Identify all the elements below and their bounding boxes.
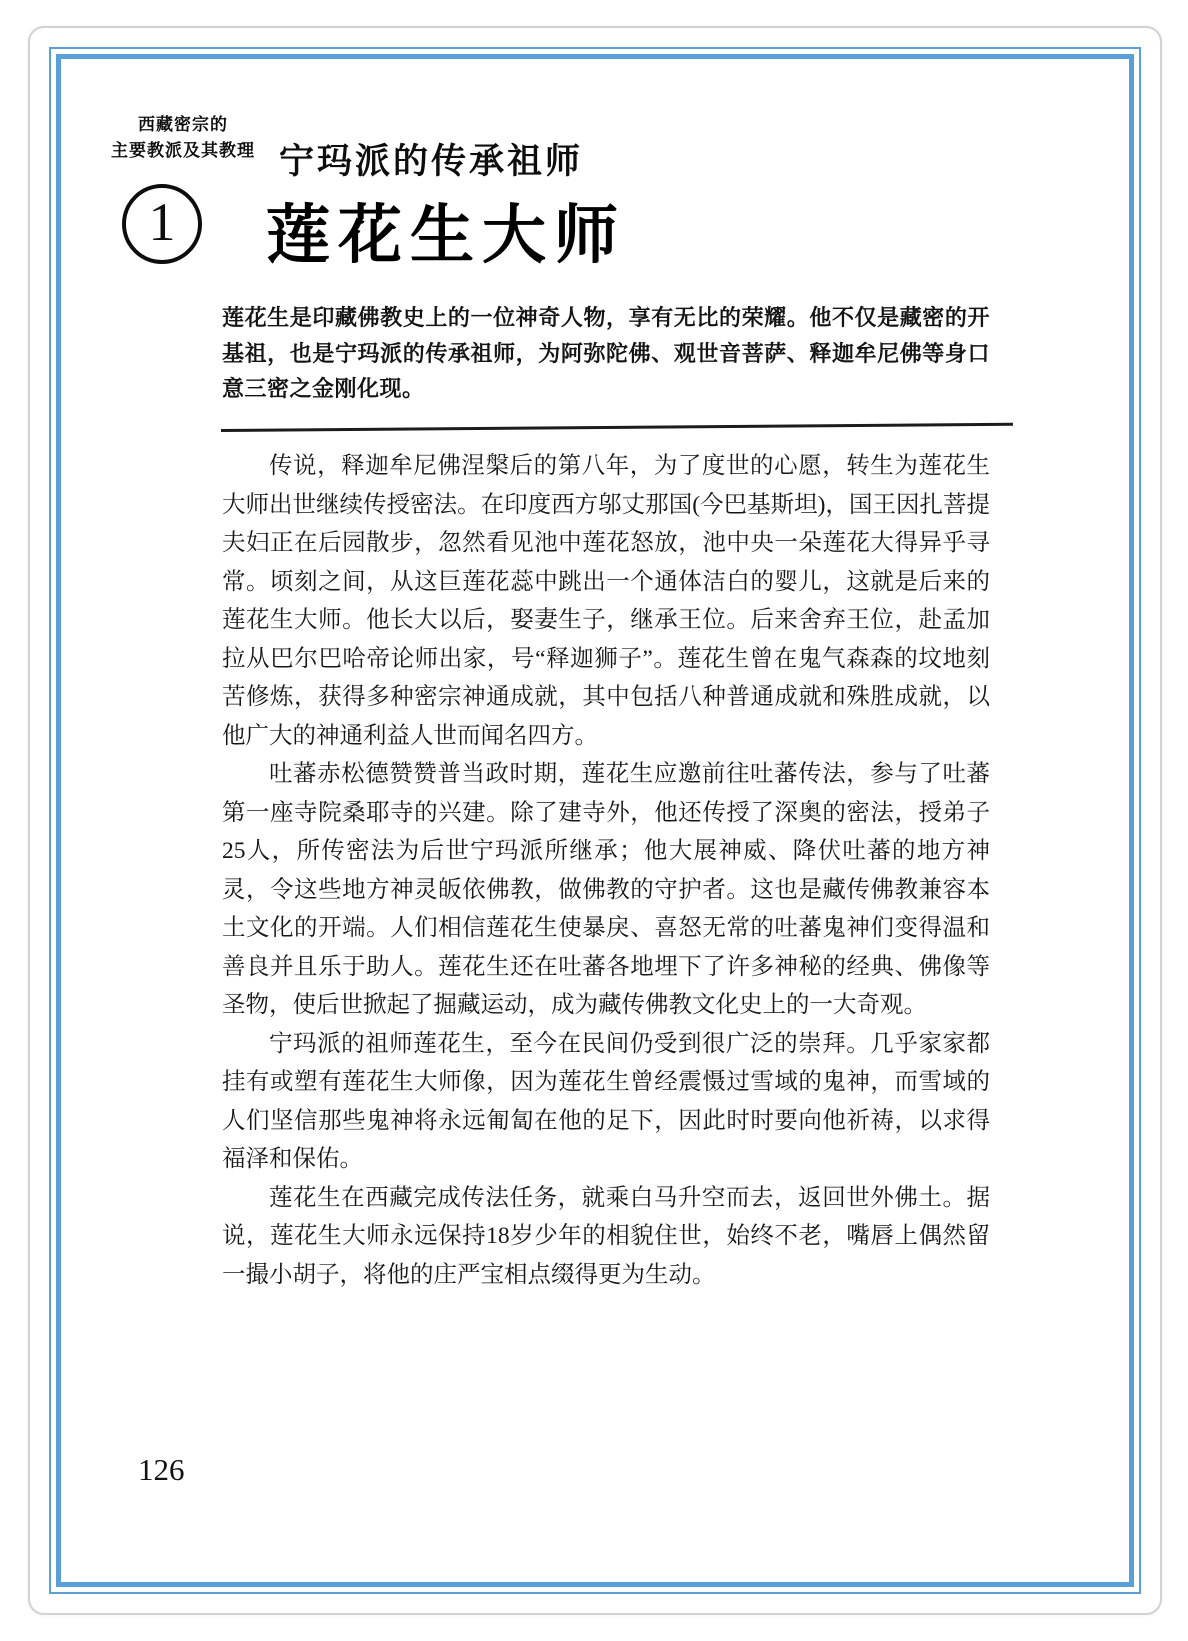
body-text [222,447,990,1294]
series-label [95,112,271,164]
chapter-subtitle: 宁玛派的传承祖师 [279,142,584,181]
chapter-number-badge [122,184,202,264]
paragraph: 宁玛派的祖师莲花生，至今在民间仍受到很广泛的崇拜。几乎家家都挂有或塑有莲花生大师像，因为莲花生曾经震慑过雪域的鬼神，而雪域的人们坚信那些鬼神将永远匍匐在他的足下，因此时时要向他祈祷，以求得福泽和保佑。 [222,1030,990,1172]
series-label-line2: 主要教派及其教理 [111,141,255,160]
page-title: 莲花生大师 [266,199,626,271]
paragraph: 传说，释迦牟尼佛涅槃后的第八年，为了度世的心愿，转生为莲花生大师出世继续传授密法。在印度西方邬丈那国(今巴基斯坦)，国王因扎菩提夫妇正在后园散步，忽然看见池中莲花怒放，池中央一朵莲花大得异乎寻常。顷刻之间，从这巨莲花蕊中跳出一个通体洁白的婴儿，这就是后来的莲花生大师。他长大以后，娶妻生子，继承王位。后来舍弃王位，赴孟加拉从巴尔巴哈帝论师出家，号“释迦狮子”。莲花生曾在鬼气森森的坟地刻苦修炼，获得多种密宗神通成就，其中包括八种普通成就和殊胜成就，以他广大的神通利益人世而闻名四方。 [222,453,990,749]
page-number: 126 [138,1452,185,1487]
paragraph: 吐蕃赤松德赞赞普当政时期，莲花生应邀前往吐蕃传法，参与了吐蕃第一座寺院桑耶寺的兴建。除了建寺外，他还传授了深奥的密法，授弟子25人，所传密法为后世宁玛派所继承；他大展神威、降伏吐蕃的地方神灵，令这些地方神灵皈依佛教，做佛教的守护者。这也是藏传佛教兼容本土文化的开端。人们相信莲花生使暴戾、喜怒无常的吐蕃鬼神们变得温和善良并且乐于助人。莲花生还在吐蕃各地埋下了许多神秘的经典、佛像等圣物，使后世掀起了掘藏运动，成为藏传佛教文化史上的一大奇观。 [222,761,990,1018]
chapter-number: 1 [148,192,176,252]
series-label-line1: 西藏密宗的 [138,115,228,134]
intro-abstract: 莲花生是印藏佛教史上的一位神奇人物，享有无比的荣耀。他不仅是藏密的开基祖，也是宁玛派的传承祖师，为阿弥陀佛、观世音菩萨、释迦牟尼佛等身口意三密之金刚化现。 [222,305,990,401]
paragraph: 莲花生在西藏完成传法任务，就乘白马升空而去，返回世外佛土。据说，莲花生大师永远保持18岁少年的相貌住世，始终不老，嘴唇上偶然留一撮小胡子，将他的庄严宝相点缀得更为生动。 [222,1184,990,1288]
